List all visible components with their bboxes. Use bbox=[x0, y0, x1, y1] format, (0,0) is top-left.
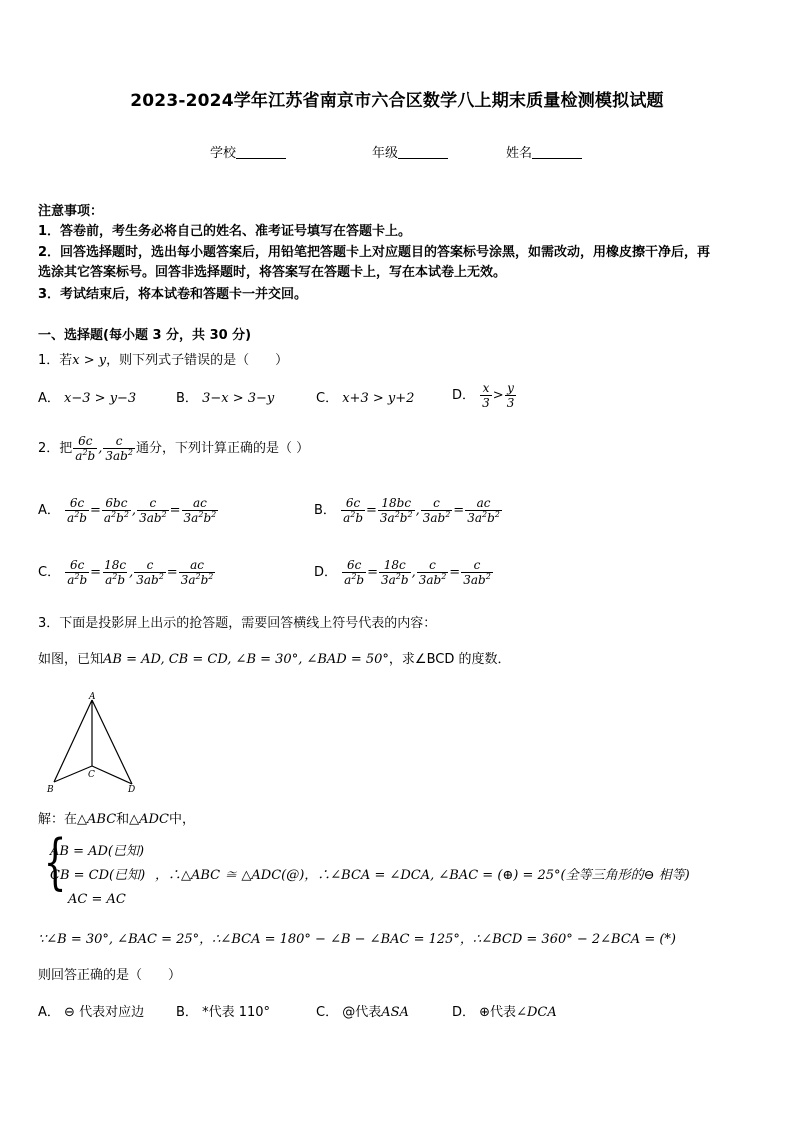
option-text: *代表 110° bbox=[202, 1005, 271, 1020]
label-b: B bbox=[47, 785, 54, 795]
option-label: C． bbox=[316, 1005, 339, 1020]
option-text: x+3 > y+2 bbox=[342, 391, 415, 406]
option-label: A． bbox=[38, 391, 60, 406]
option-label: D． bbox=[314, 564, 338, 580]
option-label: B． bbox=[176, 391, 198, 406]
in: 中， bbox=[168, 812, 195, 827]
q3-system-brace: { bbox=[43, 827, 67, 897]
grade-blank bbox=[398, 145, 448, 159]
fraction: $\frac{c}{3ab^2}$ bbox=[105, 434, 133, 463]
name-field bbox=[506, 142, 582, 161]
sol-prefix: 解：在 bbox=[38, 812, 78, 827]
q2-suffix: 通分，下列计算正确的是（ ） bbox=[135, 440, 310, 456]
option-label: D． bbox=[452, 387, 476, 403]
q3-sys-3: AC = AC bbox=[68, 892, 126, 907]
q1-option-a[interactable] bbox=[38, 389, 136, 409]
notice-item-2-cont: 选涂其它答案标号。回答非选择题时，将答案写在答题卡上，写在本试卷上无效。 bbox=[38, 265, 507, 280]
question-3: 3．下面是投影屏上出示的抢答题，需要回答横线上符号代表的内容： bbox=[38, 616, 437, 631]
label-d: D bbox=[128, 785, 136, 795]
option-label: A． bbox=[38, 502, 60, 518]
grade-field bbox=[372, 142, 448, 161]
tri2: △ADC bbox=[129, 812, 169, 827]
option-text: @代表 bbox=[342, 1005, 382, 1020]
label-c: C bbox=[88, 770, 95, 780]
option-text: 3−x > 3−y bbox=[202, 391, 275, 406]
option-math: ASA bbox=[381, 1005, 409, 1020]
question-1 bbox=[38, 351, 288, 371]
q1-option-c[interactable] bbox=[316, 389, 414, 409]
school-label: 学校 bbox=[210, 146, 237, 161]
q3-option-b[interactable] bbox=[176, 1003, 270, 1023]
school-field bbox=[210, 142, 286, 161]
q2-option-a[interactable]: A． $\frac{6c}{a^2b}$ = $\frac{6bc}{a^2b^2}$ , $\frac{c}{3ab^2}$ = $\frac{ac}{3a^2b^2}$ bbox=[38, 496, 217, 525]
op: > bbox=[492, 387, 504, 403]
q3-option-a[interactable] bbox=[38, 1003, 144, 1023]
q2-prefix: 2．把 bbox=[38, 440, 73, 456]
name-blank bbox=[532, 145, 582, 159]
option-label: A． bbox=[38, 1005, 60, 1020]
option-text: ⊕代表 bbox=[479, 1005, 517, 1020]
q3-sys-2: CB = CD(已知) bbox=[50, 868, 146, 883]
q2-option-d[interactable]: D． $\frac{6c}{a^2b}$ = $\frac{18c}{3a^2b}$ , $\frac{c}{3ab^2}$ = $\frac{c}{3ab^2}$ bbox=[314, 558, 491, 587]
label-a: A bbox=[89, 692, 96, 702]
q2-option-b[interactable]: B． $\frac{6c}{a^2b}$ = $\frac{18bc}{3a^2b^2}$ , $\frac{c}{3ab^2}$ = $\frac{ac}{3a^2b^2}$ bbox=[314, 496, 500, 525]
page-title: 2023-2024学年江苏省南京市六合区数学八上期末质量检测模拟试题 bbox=[130, 91, 664, 111]
q1-prefix: 1．若 bbox=[38, 353, 73, 368]
grade-label: 年级 bbox=[372, 146, 399, 161]
notice-item-2: 2．回答选择题时，选出每小题答案后，用铅笔把答题卡上对应题目的答案标号涂黑，如需改动，用橡皮擦干净后，再 bbox=[38, 245, 711, 260]
q3-because-line: ∵∠B = 30°, ∠BAC = 25°，∴∠BCA = 180° − ∠B − ∠BAC = 125°，∴∠BCD = 360° − 2∠BCA = (*) bbox=[38, 932, 676, 947]
option-label: C． bbox=[316, 391, 339, 406]
given-math: AB = AD, CB = CD, ∠B = 30°, ∠BAD = 50° bbox=[103, 652, 389, 667]
section-heading: 一、选择题(每小题 3 分，共 30 分) bbox=[38, 328, 252, 343]
notice-heading: 注意事项： bbox=[38, 204, 104, 219]
q3-option-d[interactable] bbox=[452, 1003, 557, 1023]
q1-condition: x > y bbox=[72, 353, 107, 368]
and: 和 bbox=[116, 812, 130, 827]
triangle-figure bbox=[42, 688, 152, 798]
fraction: $\frac{6c}{a^2b}$ bbox=[75, 434, 96, 463]
option-text: x−3 > y−3 bbox=[64, 391, 137, 406]
q3-congruence: ，∴△ABC ≅ △ADC(@)，∴∠BCA = ∠DCA, ∠BAC = (⊕) = 25°(全等三角形的⊖ 相等) bbox=[155, 868, 690, 883]
option-label: C． bbox=[38, 564, 61, 580]
q3-given bbox=[38, 650, 511, 670]
q3-ask: 则回答正确的是（ ） bbox=[38, 968, 182, 983]
q2-option-c[interactable]: C． $\frac{6c}{a^2b}$ = $\frac{18c}{a^2b}$ , $\frac{c}{3ab^2}$ = $\frac{ac}{3a^2b^2}$ bbox=[38, 558, 214, 587]
q1-suffix: ，则下列式子错误的是（ ） bbox=[106, 353, 289, 368]
option-math: ∠DCA bbox=[516, 1005, 557, 1020]
notice-item-3: 3．考试结束后，将本试卷和答题卡一并交回。 bbox=[38, 287, 308, 302]
option-label: B． bbox=[314, 502, 336, 518]
school-blank bbox=[236, 145, 286, 159]
q3-option-c[interactable] bbox=[316, 1003, 409, 1023]
notice-item-1: 1．答卷前，考生务必将自己的姓名、准考证号填写在答题卡上。 bbox=[38, 224, 412, 239]
tri1: △ABC bbox=[77, 812, 117, 827]
fraction: $\frac{y}{3}$ bbox=[506, 381, 515, 410]
given-prefix: 如图，已知 bbox=[38, 652, 104, 667]
name-label: 姓名 bbox=[506, 146, 533, 161]
given-suffix: ，求∠BCD 的度数． bbox=[388, 652, 511, 667]
question-2: 2．把 $\frac{6c}{a^2b}$ , $\frac{c}{3ab^2}$ 通分，下列计算正确的是（ ） bbox=[38, 434, 310, 463]
q1-option-b[interactable] bbox=[176, 389, 274, 409]
q3-sys-1: AB = AD(已知) bbox=[50, 844, 145, 859]
fraction: $\frac{x}{3}$ bbox=[482, 381, 490, 410]
q1-option-d[interactable] bbox=[452, 381, 517, 410]
option-label: B． bbox=[176, 1005, 198, 1020]
option-text: ⊖ 代表对应边 bbox=[64, 1005, 145, 1020]
option-label: D． bbox=[452, 1005, 476, 1020]
